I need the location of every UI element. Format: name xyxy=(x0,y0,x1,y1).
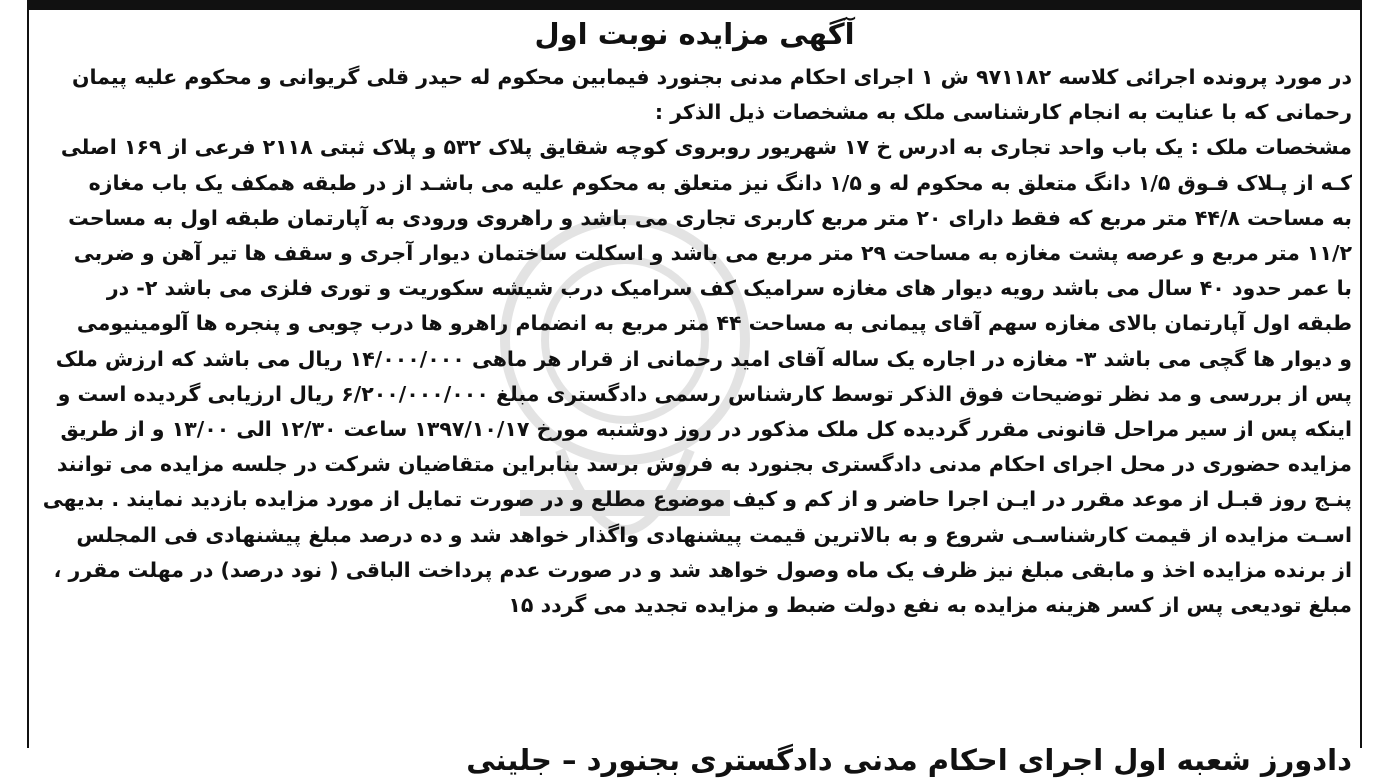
notice-line: اسـت مزایده از قیمت کارشناسـی شروع و به بالاترین قیمت پیشنهادی واگذار خواهد شد و ده درصد مبلغ پیشنهادی فی المجلس xyxy=(76,522,1352,547)
notice-body xyxy=(42,60,1352,623)
notice-line: طبقه اول آپارتمان بالای مغازه سهم آقای پیمانی به مساحت ۴۴ متر مربع به انضمام راهرو ها درب چوبی و پنجره ها آلومینیومی xyxy=(76,311,1352,336)
notice-line: پنـج روز قبـل از موعد مقرر در ایـن اجرا حاضر و از کم و کیف موضوع مطلع و در صورت تمایل از مورد مزایده بازدید نمایند . بدیهی xyxy=(42,487,1352,512)
notice-line: مشخصات ملک : یک باب واحد تجاری به ادرس خ ۱۷ شهریور روبروی کوچه شقایق پلاک ۵۳۲ و پلاک ثبتی ۲۱۱۸ فرعی از ۱۶۹ اصلی xyxy=(60,135,1352,160)
notice-title: آگهی مزایده نوبت اول xyxy=(534,17,855,51)
notice-line: رحمانی که با عنایت به انجام کارشناسی ملک به مشخصات ذیل الذکر : xyxy=(654,100,1352,125)
notice-line: کـه از پـلاک فـوق ۱/۵ دانگ متعلق به محکوم له و ۱/۵ دانگ نیز متعلق به محکوم علیه می باشـد از در طبقه همکف یک باب مغازه xyxy=(88,170,1352,195)
notice-line: به مساحت ۴۴/۸ متر مربع که فقط دارای ۲۰ متر مربع کاربری تجاری می باشد و راهروی ورودی به آپارتمان طبقه اول به مساحت xyxy=(68,205,1352,230)
notice-line: با عمر حدود ۴۰ سال می باشد رویه دیوار های مغازه سرامیک کف سرامیک درب شیشه سکوریت و توری فلزی می باشد ۲- در xyxy=(106,276,1352,301)
notice-line: از برنده مزایده اخذ و مابقی مبلغ نیز ظرف یک ماه وصول خواهد شد و در صورت عدم پرداخت الباقی ( نود درصد) در مهلت مقرر ، xyxy=(53,557,1352,582)
notice-line: ۱۱/۲ متر مربع و عرصه پشت مغازه به مساحت ۲۹ متر مربع می باشد و اسکلت ساختمان دیوار آجری و سقف ها تیر آهن و ضربی xyxy=(73,241,1352,266)
notice-signature: دادورز شعبه اول اجرای احکام مدنی دادگستری بجنورد – جلینی xyxy=(466,743,1352,777)
notice-line: اینکه پس از سیر مراحل قانونی مقرر گردیده کل ملک مذکور در روز دوشنبه مورخ ۱۳۹۷/۱۰/۱۷ ساعت ۱۲/۳۰ الی ۱۳/۰۰ و از طریق xyxy=(60,417,1352,442)
notice-line: پس از بررسی و مد نظر توضیحات فوق الذکر توسط کارشناس رسمی دادگستری مبلغ ۶/۲۰۰/۰۰۰/۰۰۰ ریال ارزیابی گردیده است و xyxy=(57,381,1352,406)
notice-line: مبلغ تودیعی پس از کسر هزینه مزایده به نفع دولت ضبط و مزایده تجدید می گردد ۱۵ xyxy=(508,593,1352,618)
notice-line: و دیوار ها گچی می باشد ۳- مغازه در اجاره یک ساله آقای امید رحمانی از قرار هر ماهی ۱۴/۰۰۰/۰۰۰ ریال می باشد که ارزش ملک xyxy=(55,346,1352,371)
notice-line: در مورد پرونده اجرائی کلاسه ۹۷۱۱۸۲ ش ۱ اجرای احکام مدنی بجنورد فیمابین محکوم له حیدر قلی گریوانی و محکوم علیه پیمان xyxy=(71,65,1352,89)
notice-line: مزایده حضوری در محل اجرای احکام مدنی دادگستری بجنورد به فروش برسد بنابراین متقاضیان شرکت در جلسه مزایده می توانند xyxy=(56,452,1352,477)
